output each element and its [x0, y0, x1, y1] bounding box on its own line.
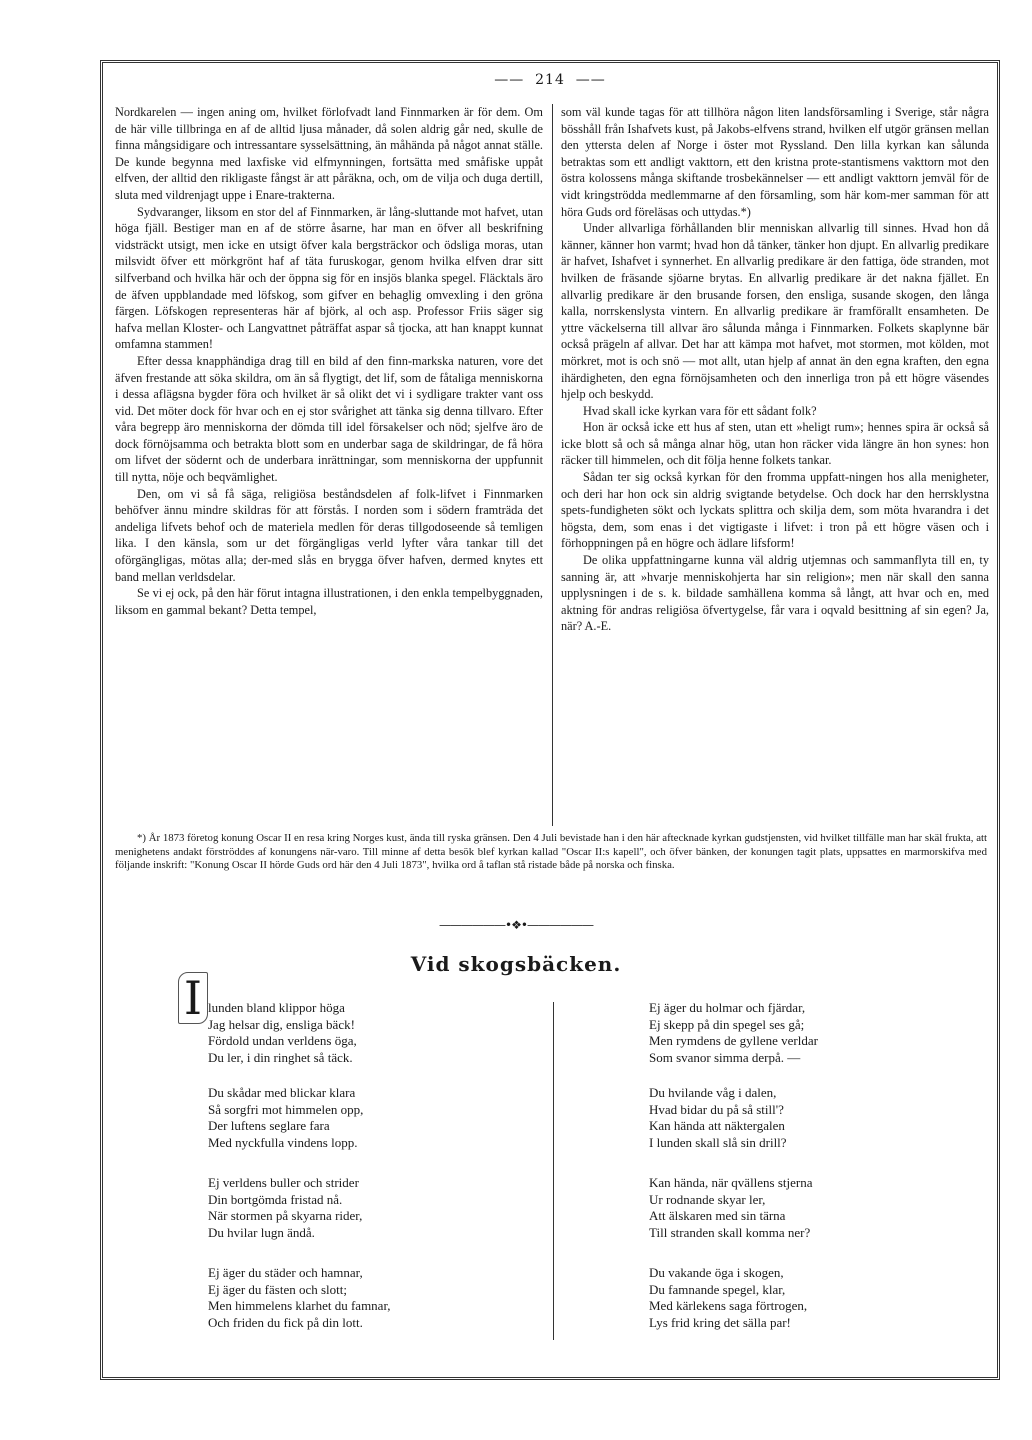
poem-line: Kan hända, när qvällens stjerna — [649, 1175, 813, 1190]
page-number-rule-left: —— — [494, 72, 525, 88]
poem-line: Din bortgömda fristad nå. — [208, 1191, 343, 1207]
paragraph: De olika uppfattningarne kunna väl aldrig utjemnas och sammanflyta till en, ty sanning är, att »hvarje menniskohjerta har sin religion»; men när skall den sanna upplysningen i de s. k. bildade samhällena komma så långt, att hvar och en, med aktning för andras religiösa öfvertygelse, får vara i oqvald besittning af sin egen? Ja, när? A.-E. — [561, 553, 989, 634]
poem-stanza — [208, 1085, 363, 1151]
poem-line: Ej äger du holmar och fjärdar, — [649, 1000, 806, 1015]
poem-line: Men himmelens klarhet du famnar, — [208, 1298, 391, 1313]
poem-line: Du hvilar lugn ändå. — [208, 1224, 315, 1240]
poem-title: Vid skogsbäcken. — [410, 952, 622, 976]
poem-line: Till stranden skall komma ner? — [649, 1224, 811, 1240]
poem-line: Jag helsar dig, ensliga bäck! — [208, 1016, 355, 1032]
page-number-rule-right: —— — [575, 72, 606, 88]
poem-line: När stormen på skyarna rider, — [208, 1208, 363, 1223]
paragraph: Hon är också icke ett hus af sten, utan ett »heligt rum»; hennes spira är också så icke blott så och så många alnar hög, utan hon räcker vida längre än hon synes: hon räcker till himmelen, och dit följa henne folkets tankar. — [561, 420, 989, 468]
poem-line: Ej skepp på din spegel ses gå; — [649, 1016, 805, 1032]
poem-stanza — [208, 1175, 362, 1241]
drop-cap: I — [178, 972, 208, 1024]
article-body — [115, 104, 987, 824]
poem-line: lunden bland klippor höga — [208, 1000, 345, 1015]
poem-line: Så sorgfri mot himmelen opp, — [208, 1101, 364, 1117]
poem-line: Ur rodnande skyar ler, — [649, 1191, 766, 1207]
poem-line: Och friden du fick på din lott. — [208, 1314, 363, 1330]
footnote-text: *) År 1873 företog konung Oscar II en resa kring Norges kust, ända till ryska gränsen. Den 4 Juli bevistade han i den här aftecknade kyrkan gudstjensten, vid hvilket tillfälle man har skäl frukta, att menighetens andakt förströddes af konungens när-varo. Till minne af detta besök blef kyrkan kallad "Oscar II:s kapell", och öfver bänken, der konungen tagit plats, uppsattes en marmorskifva med följande inskrift: "Konung Oscar II hörde Guds ord här den 4 Juli 1873", hvilka ord å taflan stå ristade både på norska och finska. — [115, 832, 987, 872]
paragraph: Sådan ter sig också kyrkan för den fromma uppfatt-ningen hos alla menigheter, och deri har hon ock sin aldrig svigtande betydelse. Och dock har den herrsklystna spets-fundigheten sökt och lyckats splittra och skilja dem, som möta hvarandra i det högsta, dem, som enas i det vigtigaste i lifvet: i tron på ett högre väsen och i förhoppningen på en högre och ädlare lifsform! — [561, 470, 989, 551]
poem-line: Fördold undan verldens öga, — [208, 1033, 357, 1048]
poem-line: Der luftens seglare fara — [208, 1118, 330, 1133]
poem-stanza — [649, 1085, 787, 1151]
poem-stanza — [208, 1265, 391, 1331]
paragraph: Under allvarliga förhållanden blir menniskan allvarlig till sinnes. Hvad hon då känner, känner hon varmt; hvad hon då tänker, tänker hon djupt. En allvarlig predikare är hafvet, Ishafvet i synnerhet. En allvarlig predikare är den fattiga, öde stranden, mot hvilken de fräsande sjöarne brytas. En allvarlig predikare är det nakna fjället. En allvarlig predikare är den brusande forsen, den ensliga, susande skogen, den långa kalla, norrskenslysta vintern. En allvarlig predikare är framförallt ensamheten. De yttre väckelserna till allvar äro sålunda många i Finnmarken. Folkets skaplynne bär också prägeln af allvar. Det har att kämpa mot hafvet, mot stormen, mot kölden, mot mörkret, mot is och snö — mot allt, utan hjelp af annat än den egna kraften, den egna ihärdigheten, den egna förnöjsamheten och den innerliga tron på ett högre väsendes hjelp och beskydd. — [561, 221, 989, 402]
footnote — [115, 832, 987, 873]
paragraph: Nordkarelen — ingen aning om, hvilket förlofvadt land Finnmarken är för dem. Om de här ville tillbringa en af de alltid ljusa månader, då solen aldrig går ned, skulle de finna mångsidigare och intressantare sysselsättning, än måhända på något annat ställe. De kunde begynna med laxfiske vid elfmynningen, fortsätta med småfiske uppåt elfven, der alltid den rikligaste fångst är att påräkna, och, om de vilja och duga dertill, sluta med vildrenjagt uppe i Enare-trakterna. — [115, 105, 543, 202]
poem-stanza — [649, 1000, 818, 1066]
poem-line: I lunden skall slå sin drill? — [649, 1134, 787, 1150]
paragraph: Se vi ej ock, på den här förut intagna illustrationen, i den enkla tempelbyggnaden, liksom en gammal bekant? Detta tempel, — [115, 586, 543, 617]
poem-line: Du ler, i din ringhet så täck. — [208, 1049, 353, 1065]
poem-line: Att älskaren med sin tärna — [649, 1208, 786, 1223]
paragraph: Sydvaranger, liksom en stor del af Finnmarken, är lång-sluttande mot hafvet, utan höga fjäll. Bestiger man en af de större åsarne, har man en öfver all beskrifning vidsträckt utsigt, men icke en utsigt öfver kala bergsträckor och ödsliga moras, utan milsvidt öfver ett mörkgrönt haf af täta furuskogar, genom hvilka elfven drar sitt silfverband och hvilka här och der öppna sig för en insjös blanka spegel. Fläcktals äro de äfven uppblandade med löfskog, som gifver en behaglig omvexling i den gröna färgen. Löfskogen representeras här af björk, al och asp. Professor Friis säger sig hafva mellan Kloster- och Langvattnet påträffat aspar så tjocka, att han knappt kunnat omfamna stammen! — [115, 204, 543, 352]
poem-line: Ej verldens buller och strider — [208, 1175, 359, 1190]
poem-line: Du skådar med blickar klara — [208, 1085, 356, 1100]
ornament-divider: ——————•❖•—————— — [439, 918, 593, 932]
column-divider — [552, 104, 553, 826]
article-left-column — [115, 104, 543, 824]
paragraph: Hvad skall icke kyrkan vara för ett sådant folk? — [583, 403, 817, 418]
poem-line: Du hvilande våg i dalen, — [649, 1085, 777, 1100]
poem-stanza — [649, 1175, 813, 1241]
poem-line: Hvad bidar du på så still'? — [649, 1101, 784, 1117]
poem-stanza — [208, 1000, 357, 1066]
poem-line: Kan hända att näktergalen — [649, 1118, 785, 1133]
poem-line: Med kärlekens saga förtrogen, — [649, 1298, 808, 1313]
paragraph: Den, om vi så få säga, religiösa beståndsdelen af folk-lifvet i Finnmarken behöfver ännu mindre skildras för att förstås. I norden som i södern framträda det andeliga lifvets behof och de materiela medlen för deras tillgodoseende så temligen lika. I den känsla, som ur det förgängligas verld lyfter våra tankar till det oförgängligas, mötas alla; der-med slås en brygga öfver hafven, dermed knytes ett band mellan verldsdelar. — [115, 486, 543, 584]
poem-line: Lys frid kring det sälla par! — [649, 1314, 791, 1330]
page-number-line — [100, 72, 1000, 88]
poem-line: Som svanor simma derpå. — — [649, 1049, 801, 1065]
poem-line: Med nyckfulla vindens lopp. — [208, 1134, 358, 1150]
article-right-column — [561, 104, 989, 824]
paragraph: som väl kunde tagas för att tillhöra någon liten landsförsamling i Sverige, står några bösshåll från Ishafvets kust, på Jakobs-elfvens strand, hvilken elf utgör gränsen mellan den yttersta delen af Norge i öster mot Ryssland. Den lilla kyrkan kan sålunda betraktas som ett andligt vakttorn, ett den kristna prote-stantismens vakttorn mot den östra kolossens många skiftande trosbekännelser — ett andligt vakttorn jemväl för de vidt kringströdda medlemmarne af den församling, som här kom-mer samman för att höra Guds ord föreläsas och uttydas.*) — [561, 105, 989, 219]
paragraph: Efter dessa knapphändiga drag till en bild af den finn-markska naturen, vore det äfven frestande att söka skildra, om än så flygtigt, det lif, som de fåtaliga menniskorna i dessa aflägsna bygder föra och hvilket är så olikt det vi i sydligare trakter vant oss vid. Det möter dock för hvar och en ej stor svårighet att tänka sig denna tillvaro. Efter våra begrepp äro menniskorna der dömda till idel försakelser och nöd; sjelfve äro de dock förnöjsamma och betrakta blott som en underbar saga de skildringar, de få höra om lifvet der södernt och de underbara inrättningar, som menniskorna der uppfunnit till nytta, nöje och beqvämlighet. — [115, 353, 543, 485]
poem-stanza — [649, 1265, 807, 1331]
poem-line: Men rymdens de gyllene verldar — [649, 1033, 818, 1048]
poem-line: Du vakande öga i skogen, — [649, 1265, 784, 1280]
poem-line: Ej äger du städer och hamnar, — [208, 1265, 363, 1280]
poem-line: Ej äger du fästen och slott; — [208, 1281, 347, 1297]
poem-line: Du famnande spegel, klar, — [649, 1281, 786, 1297]
poem-column-divider — [553, 1002, 554, 1340]
page-number: 214 — [535, 72, 565, 88]
